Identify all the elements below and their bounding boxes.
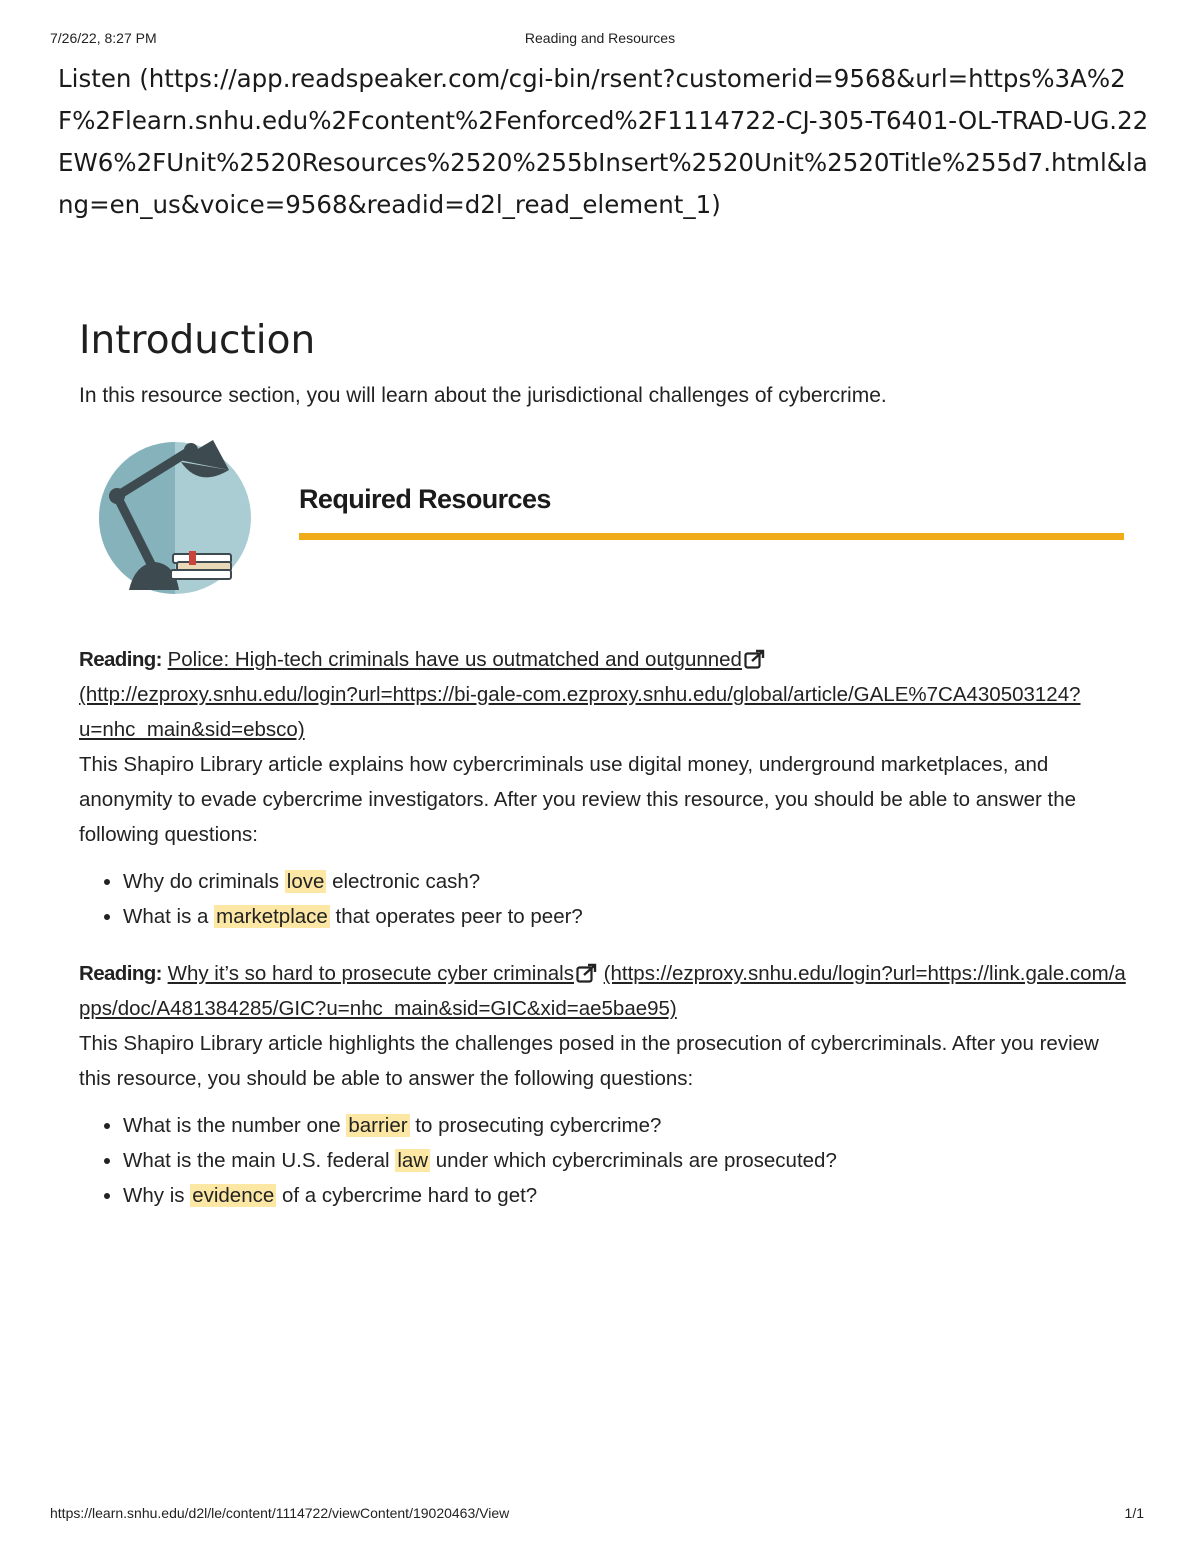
highlighted-term: law [397,1149,429,1172]
reading-link[interactable] [168,648,766,671]
accent-bar [299,533,1124,540]
required-resources-title: Required Resources [299,484,551,514]
question-text: What is the number one [123,1114,347,1137]
reading-url[interactable]: (http://ezproxy.snhu.edu/login?url=https://bi-gale-com.ezproxy.snhu.edu/global/article/GALE%7CA430503124?u=nhc_main&sid=ebsco) [79,683,1081,741]
page-number: 1/1 [1124,1505,1144,1521]
reading-title[interactable]: Police: High-tech criminals have us outmatched and outgunned [167,648,742,671]
question-text: under which cybercriminals are prosecuted? [430,1149,837,1172]
reading-description: This Shapiro Library article highlights the challenges posed in the prosecution of cybercriminals. After you review this resource, you should be able to answer the following questions: [79,1032,1099,1090]
highlighted-term: love [286,870,325,893]
reading-url[interactable]: (https://ezproxy.snhu.edu/login?url=https://link.gale.com/apps/doc/A481384285/GIC?u=nhc_main&sid=GIC&xid=ae5bae95) [79,962,1126,1020]
question-list [79,1108,1129,1213]
highlighted-term: marketplace [216,905,328,928]
question-text: Why do criminals [123,870,285,893]
main-content [79,318,1129,1213]
reading-section-1 [79,642,1129,934]
question-text: Why is [123,1184,191,1207]
external-link-icon [744,649,766,669]
intro-text: In this resource section, you will learn about the jurisdictional challenges of cybercrime. [79,384,887,407]
question-text: to prosecuting cybercrime? [409,1114,662,1137]
required-resources-banner [79,436,1129,606]
reading-title[interactable]: Why it’s so hard to prosecute cyber criminals [167,962,574,985]
reading-description: This Shapiro Library article explains how cybercriminals use digital money, underground marketplaces, and anonymity to evade cybercrime investigators. After you review this resource, you should be able to answer the following questions: [79,753,1077,846]
reading-link[interactable] [168,962,598,985]
list-item [123,899,1129,934]
question-text: that operates peer to peer? [329,905,583,928]
list-item [123,1108,1129,1143]
print-url: https://learn.snhu.edu/d2l/le/content/1114722/viewContent/19020463/View [50,1505,510,1521]
question-list [79,864,1129,934]
question-text: of a cybercrime hard to get? [276,1184,538,1207]
desk-lamp-icon [95,436,251,596]
highlighted-term: barrier [348,1114,408,1137]
list-item [123,1143,1129,1178]
reading-label: Reading: [79,962,162,985]
question-text: What is the main U.S. federal [123,1149,396,1172]
list-item [123,1178,1129,1213]
print-datetime: 7/26/22, 8:27 PM [50,30,157,46]
highlighted-term: evidence [192,1184,275,1207]
print-title: Reading and Resources [524,30,676,46]
list-item [123,864,1129,899]
listen-link[interactable]: Listen (https://app.readspeaker.com/cgi-bin/rsent?customerid=9568&url=https%3A%2F%2Flearn.snhu.edu%2Fcontent%2Fenforced%2F1114722-CJ-305-T6401-OL-TRAD-UG.22EW6%2FUnit%2520Resources%2520%255bInsert%2520Unit%2520Title%255d7.html&lang=en_us&voice=9568&readid=d2l_read_element_1) [58,64,1149,219]
page-title: Introduction [79,318,316,363]
question-text: electronic cash? [326,870,481,893]
external-link-icon [576,963,598,983]
reading-label: Reading: [79,648,162,671]
reading-section-2 [79,956,1129,1213]
question-text: What is a [123,905,215,928]
